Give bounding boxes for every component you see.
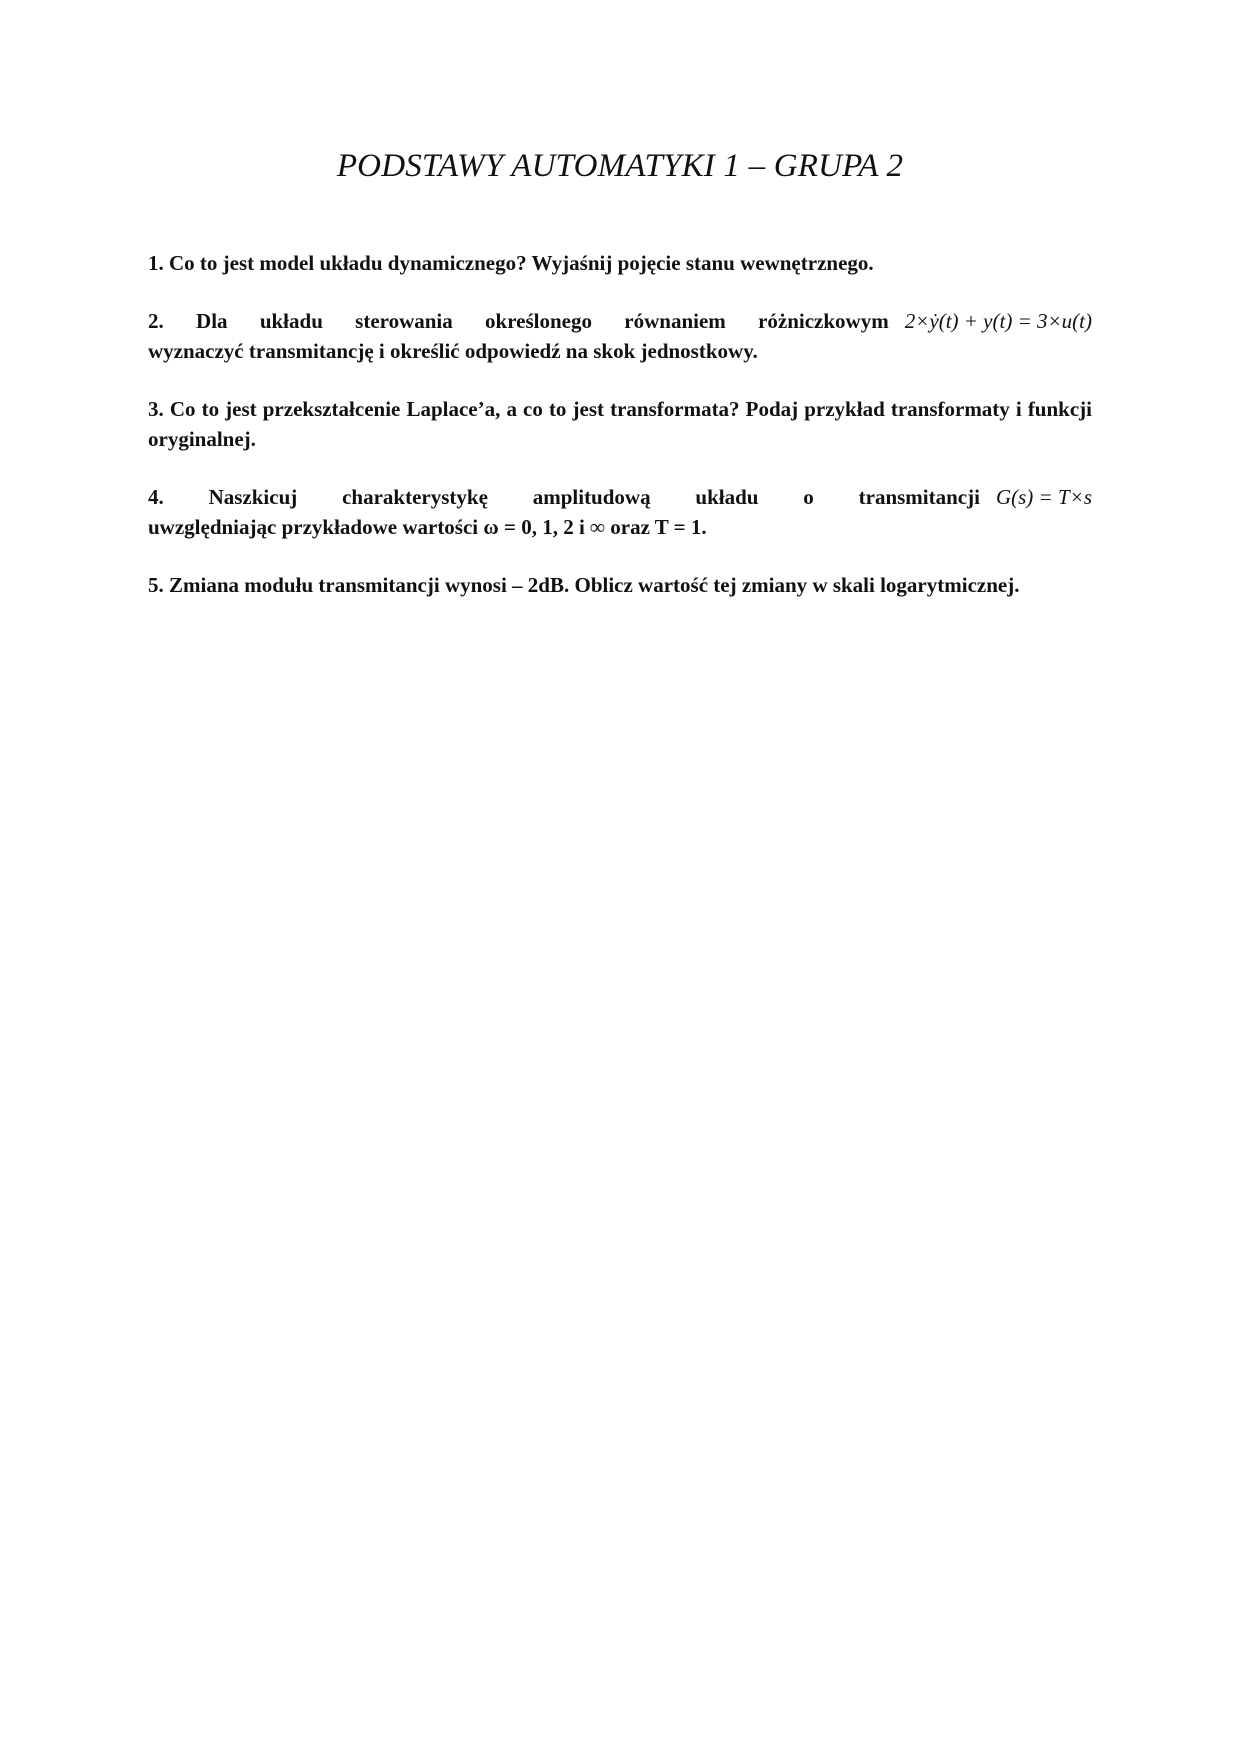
differential-equation-formula: 2×ẏ(t) + y(t) = 3×u(t) [904, 309, 1092, 333]
question-2-first-line [148, 306, 1092, 336]
question-3: 3. Co to jest przekształcenie Laplace’a, a co to jest transformata? Podaj przykład transformaty i funkcji oryginalnej. [148, 397, 1092, 451]
question-4-first-line [148, 482, 1092, 512]
question-4 [148, 482, 1092, 542]
question-4-text-line1: 4. Naszkicuj charakterystykę amplitudową układu o transmitancji [148, 485, 980, 509]
question-5: 5. Zmiana modułu transmitancji wynosi – 2dB. Oblicz wartość tej zmiany w skali logarytmicznej. [148, 573, 1020, 597]
question-list [148, 248, 1092, 628]
question-2 [148, 306, 1092, 366]
question-1: 1. Co to jest model układu dynamicznego? Wyjaśnij pojęcie stanu wewnętrznego. [148, 251, 874, 275]
question-2-text-line1: 2. Dla układu sterowania określonego równaniem różniczkowym [148, 309, 889, 333]
page-title: PODSTAWY AUTOMATYKI 1 – GRUPA 2 [336, 148, 904, 184]
transfer-function-formula: G(s) = T×s [995, 485, 1092, 509]
question-4-text-line2: uwzględniając przykładowe wartości ω = 0, 1, 2 i ∞ oraz T = 1. [148, 515, 707, 539]
question-2-text-line2: wyznaczyć transmitancję i określić odpowiedź na skok jednostkowy. [148, 339, 758, 363]
